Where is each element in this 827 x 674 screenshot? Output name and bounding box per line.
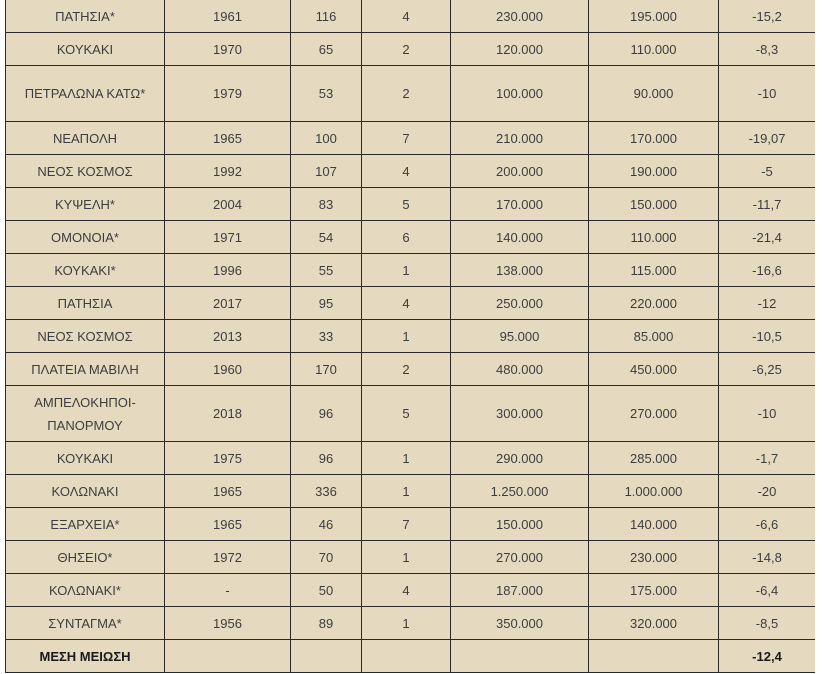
change-cell: -6,4 [719, 574, 816, 607]
change-cell: -1,7 [719, 442, 816, 475]
area-cell: ΚΟΥΚΑΚΙ [6, 33, 165, 66]
change-cell: -8,3 [719, 33, 816, 66]
final-price-cell: 270.000 [589, 386, 719, 442]
asking-price-cell: 1.250.000 [451, 475, 589, 508]
price-table [5, 0, 815, 673]
asking-price-cell: 187.000 [451, 574, 589, 607]
change-cell: -5 [719, 155, 816, 188]
area-cell: ΠΛΑΤΕΙΑ ΜΑΒΙΛΗ [6, 353, 165, 386]
asking-price-cell: 290.000 [451, 442, 589, 475]
floor-cell: 7 [362, 122, 451, 155]
change-cell: -11,7 [719, 188, 816, 221]
sqm-cell: 46 [291, 508, 362, 541]
asking-price-cell: 150.000 [451, 508, 589, 541]
asking-price-cell: 200.000 [451, 155, 589, 188]
floor-cell: 2 [362, 33, 451, 66]
table-body [6, 0, 816, 673]
sqm-cell: 89 [291, 607, 362, 640]
area-cell: ΝΕΟΣ ΚΟΣΜΟΣ [6, 155, 165, 188]
asking-price-cell: 300.000 [451, 386, 589, 442]
sqm-cell: 65 [291, 33, 362, 66]
floor-cell: 4 [362, 0, 451, 33]
year-cell: 1992 [165, 155, 291, 188]
asking-price-cell: 270.000 [451, 541, 589, 574]
change-cell: -10 [719, 386, 816, 442]
table-container [5, 0, 815, 674]
year-cell: 1965 [165, 508, 291, 541]
area-cell: ΚΟΛΩΝΑΚΙ* [6, 574, 165, 607]
final-price-cell: 450.000 [589, 353, 719, 386]
floor-cell: 4 [362, 574, 451, 607]
sqm-cell: 336 [291, 475, 362, 508]
change-cell: -6,25 [719, 353, 816, 386]
table-row [6, 386, 816, 442]
area-cell: ΝΕΟΣ ΚΟΣΜΟΣ [6, 320, 165, 353]
sqm-cell: 50 [291, 574, 362, 607]
floor-cell: 1 [362, 607, 451, 640]
final-price-cell: 285.000 [589, 442, 719, 475]
table-row [6, 221, 816, 254]
final-price-cell: 320.000 [589, 607, 719, 640]
sqm-cell: 55 [291, 254, 362, 287]
change-cell: -16,6 [719, 254, 816, 287]
final-price-cell: 220.000 [589, 287, 719, 320]
table-row [6, 188, 816, 221]
final-price-cell: 140.000 [589, 508, 719, 541]
year-cell: 2017 [165, 287, 291, 320]
average-change-value: -12,4 [719, 640, 816, 673]
change-cell: -19,07 [719, 122, 816, 155]
final-price-cell: 115.000 [589, 254, 719, 287]
asking-price-cell: 210.000 [451, 122, 589, 155]
year-cell: 1971 [165, 221, 291, 254]
year-cell: 1960 [165, 353, 291, 386]
empty-cell [165, 640, 291, 673]
year-cell: 1970 [165, 33, 291, 66]
change-cell: -20 [719, 475, 816, 508]
area-cell: ΚΟΛΩΝΑΚΙ [6, 475, 165, 508]
final-price-cell: 110.000 [589, 33, 719, 66]
floor-cell: 6 [362, 221, 451, 254]
change-cell: -10 [719, 66, 816, 122]
table-row [6, 607, 816, 640]
table-row [6, 541, 816, 574]
table-row [6, 287, 816, 320]
table-row [6, 66, 816, 122]
sqm-cell: 33 [291, 320, 362, 353]
year-cell: 1965 [165, 475, 291, 508]
area-cell: ΠΕΤΡΑΛΩΝΑ ΚΑΤΩ* [6, 66, 165, 122]
floor-cell: 5 [362, 386, 451, 442]
asking-price-cell: 250.000 [451, 287, 589, 320]
table-row [6, 33, 816, 66]
change-cell: -10,5 [719, 320, 816, 353]
sqm-cell: 107 [291, 155, 362, 188]
asking-price-cell: 140.000 [451, 221, 589, 254]
area-cell: ΣΥΝΤΑΓΜΑ* [6, 607, 165, 640]
floor-cell: 1 [362, 254, 451, 287]
table-row [6, 475, 816, 508]
sqm-cell: 83 [291, 188, 362, 221]
floor-cell: 2 [362, 353, 451, 386]
final-price-cell: 150.000 [589, 188, 719, 221]
floor-cell: 1 [362, 320, 451, 353]
change-cell: -12 [719, 287, 816, 320]
summary-label: ΜΕΣΗ ΜΕΙΩΣΗ [6, 640, 165, 673]
floor-cell: 1 [362, 475, 451, 508]
asking-price-cell: 100.000 [451, 66, 589, 122]
asking-price-cell: 230.000 [451, 0, 589, 33]
year-cell: 1956 [165, 607, 291, 640]
year-cell: 2013 [165, 320, 291, 353]
floor-cell: 4 [362, 155, 451, 188]
floor-cell: 7 [362, 508, 451, 541]
table-row [6, 508, 816, 541]
sqm-cell: 116 [291, 0, 362, 33]
change-cell: -6,6 [719, 508, 816, 541]
sqm-cell: 100 [291, 122, 362, 155]
summary-row [6, 640, 816, 673]
sqm-cell: 53 [291, 66, 362, 122]
table-row [6, 122, 816, 155]
floor-cell: 1 [362, 541, 451, 574]
year-cell: 1961 [165, 0, 291, 33]
asking-price-cell: 170.000 [451, 188, 589, 221]
final-price-cell: 110.000 [589, 221, 719, 254]
floor-cell: 4 [362, 287, 451, 320]
asking-price-cell: 480.000 [451, 353, 589, 386]
final-price-cell: 170.000 [589, 122, 719, 155]
change-cell: -15,2 [719, 0, 816, 33]
asking-price-cell: 350.000 [451, 607, 589, 640]
area-cell: ΘΗΣΕΙΟ* [6, 541, 165, 574]
table-row [6, 0, 816, 33]
floor-cell: 1 [362, 442, 451, 475]
asking-price-cell: 120.000 [451, 33, 589, 66]
table-row [6, 320, 816, 353]
final-price-cell: 1.000.000 [589, 475, 719, 508]
area-cell: ΚΟΥΚΑΚΙ [6, 442, 165, 475]
floor-cell: 5 [362, 188, 451, 221]
final-price-cell: 230.000 [589, 541, 719, 574]
change-cell: -8,5 [719, 607, 816, 640]
sqm-cell: 170 [291, 353, 362, 386]
empty-cell [589, 640, 719, 673]
asking-price-cell: 95.000 [451, 320, 589, 353]
area-cell: ΚΥΨΕΛΗ* [6, 188, 165, 221]
area-cell: ΕΞΑΡΧΕΙΑ* [6, 508, 165, 541]
empty-cell [362, 640, 451, 673]
final-price-cell: 85.000 [589, 320, 719, 353]
area-cell: ΠΑΤΗΣΙΑ* [6, 0, 165, 33]
sqm-cell: 70 [291, 541, 362, 574]
table-row [6, 442, 816, 475]
empty-cell [291, 640, 362, 673]
year-cell: 2004 [165, 188, 291, 221]
table-row [6, 254, 816, 287]
empty-cell [451, 640, 589, 673]
final-price-cell: 190.000 [589, 155, 719, 188]
year-cell: 2018 [165, 386, 291, 442]
sqm-cell: 95 [291, 287, 362, 320]
year-cell: - [165, 574, 291, 607]
area-cell: ΠΑΤΗΣΙΑ [6, 287, 165, 320]
area-cell: ΟΜΟΝΟΙΑ* [6, 221, 165, 254]
area-cell: ΑΜΠΕΛΟΚΗΠΟΙ-ΠΑΝΟΡΜΟΥ [6, 386, 165, 442]
sqm-cell: 96 [291, 442, 362, 475]
change-cell: -21,4 [719, 221, 816, 254]
year-cell: 1975 [165, 442, 291, 475]
change-cell: -14,8 [719, 541, 816, 574]
table-row [6, 353, 816, 386]
table-row [6, 155, 816, 188]
year-cell: 1972 [165, 541, 291, 574]
table-row [6, 574, 816, 607]
year-cell: 1965 [165, 122, 291, 155]
year-cell: 1979 [165, 66, 291, 122]
floor-cell: 2 [362, 66, 451, 122]
final-price-cell: 90.000 [589, 66, 719, 122]
final-price-cell: 195.000 [589, 0, 719, 33]
year-cell: 1996 [165, 254, 291, 287]
sqm-cell: 96 [291, 386, 362, 442]
final-price-cell: 175.000 [589, 574, 719, 607]
area-cell: ΝΕΑΠΟΛΗ [6, 122, 165, 155]
asking-price-cell: 138.000 [451, 254, 589, 287]
area-cell: ΚΟΥΚΑΚΙ* [6, 254, 165, 287]
sqm-cell: 54 [291, 221, 362, 254]
